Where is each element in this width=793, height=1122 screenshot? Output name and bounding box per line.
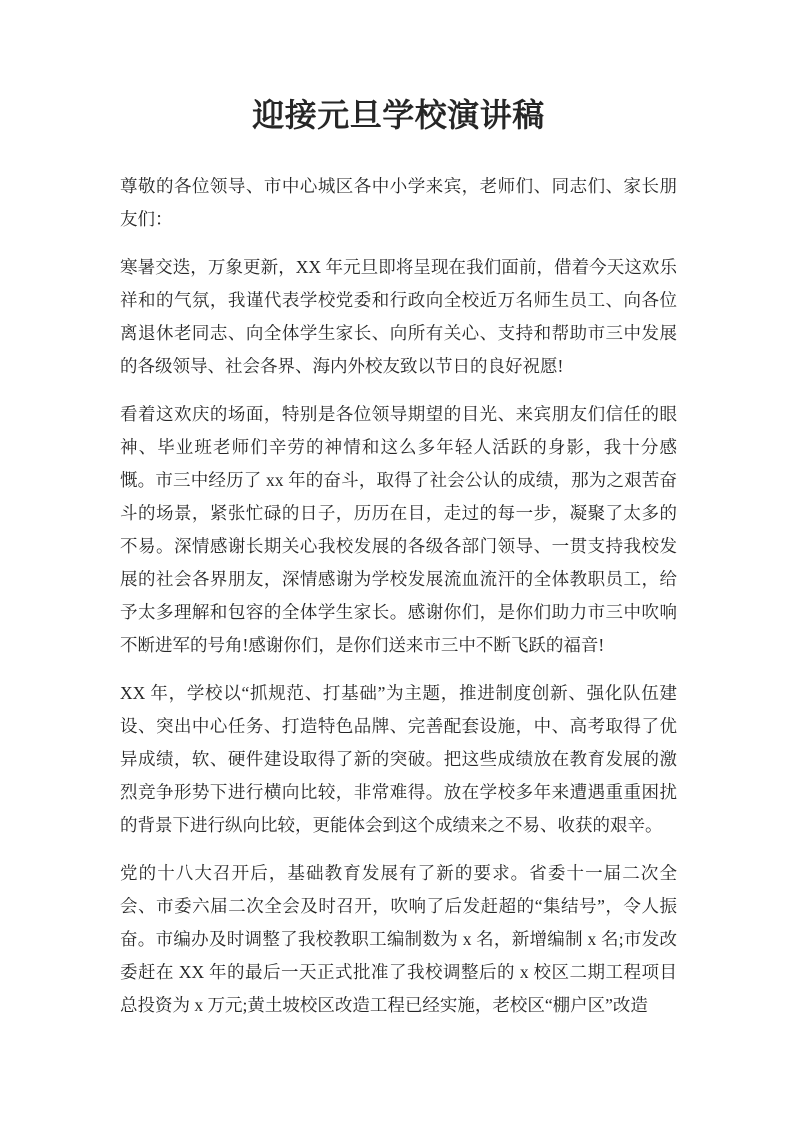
paragraph-yearly-achievements: XX 年，学校以“抓规范、打基础”为主题，推进制度创新、强化队伍建设、突出中心任务、打造特色品牌、完善配套设施，中、高考取得了优异成绩，软、硬件建设取得了新的突破。把这些成绩放在教育发展的激烈竞争形势下进行横向比较，非常难得。放在学校多年来遭遇重重困扰的背景下进行纵向比较，更能体会到这个成绩来之不易、收获的艰辛。 xyxy=(120,683,677,835)
document-title: 迎接元旦学校演讲稿 xyxy=(252,97,545,133)
paragraph-salutation: 尊敬的各位领导、市中心城区各中小学来宾，老师们、同志们、家长朋友们： xyxy=(120,176,677,229)
paragraph-policy-progress: 党的十八大召开后，基础教育发展有了新的要求。省委十一届二次全会、市委六届二次全会及时召开，吹响了后发赶超的“集结号”，令人振奋。市编办及时调整了我校教职工编制数为 x 名，新增编制 x 名;市发改委赶在 XX 年的最后一天正式批准了我校调整后的 x 校区二期工程项目总投资为 x 万元;黄土坡校区改造工程已经实施，老校区“棚户区”改造 xyxy=(120,863,677,1015)
paragraph-gratitude: 看着这欢庆的场面，特别是各位领导期望的目光、来宾朋友们信任的眼神、毕业班老师们辛劳的神情和这么多年轻人活跃的身影，我十分感慨。市三中经历了 xx 年的奋斗，取得了社会公认的成绩，那为之艰苦奋斗的场景，紧张忙碌的日子，历历在目，走过的每一步，凝聚了太多的不易。深情感谢长期关心我校发展的各级各部门领导、一贯支持我校发展的社会各界朋友，深情感谢为学校发展流血流汗的全体教职员工，给予太多理解和包容的全体学生家长。感谢你们，是你们助力市三中吹响不断进军的号角!感谢你们，是你们送来市三中不断飞跃的福音! xyxy=(120,404,677,655)
paragraph-new-year-greeting: 寒暑交迭，万象更新，XX 年元旦即将呈现在我们面前，借着今天这欢乐祥和的气氛，我谨代表学校党委和行政向全校近万名师生员工、向各位离退休老同志、向全体学生家长、向所有关心、支持和帮助市三中发展的各级领导、社会各界、海内外校友致以节日的良好祝愿! xyxy=(120,257,677,376)
